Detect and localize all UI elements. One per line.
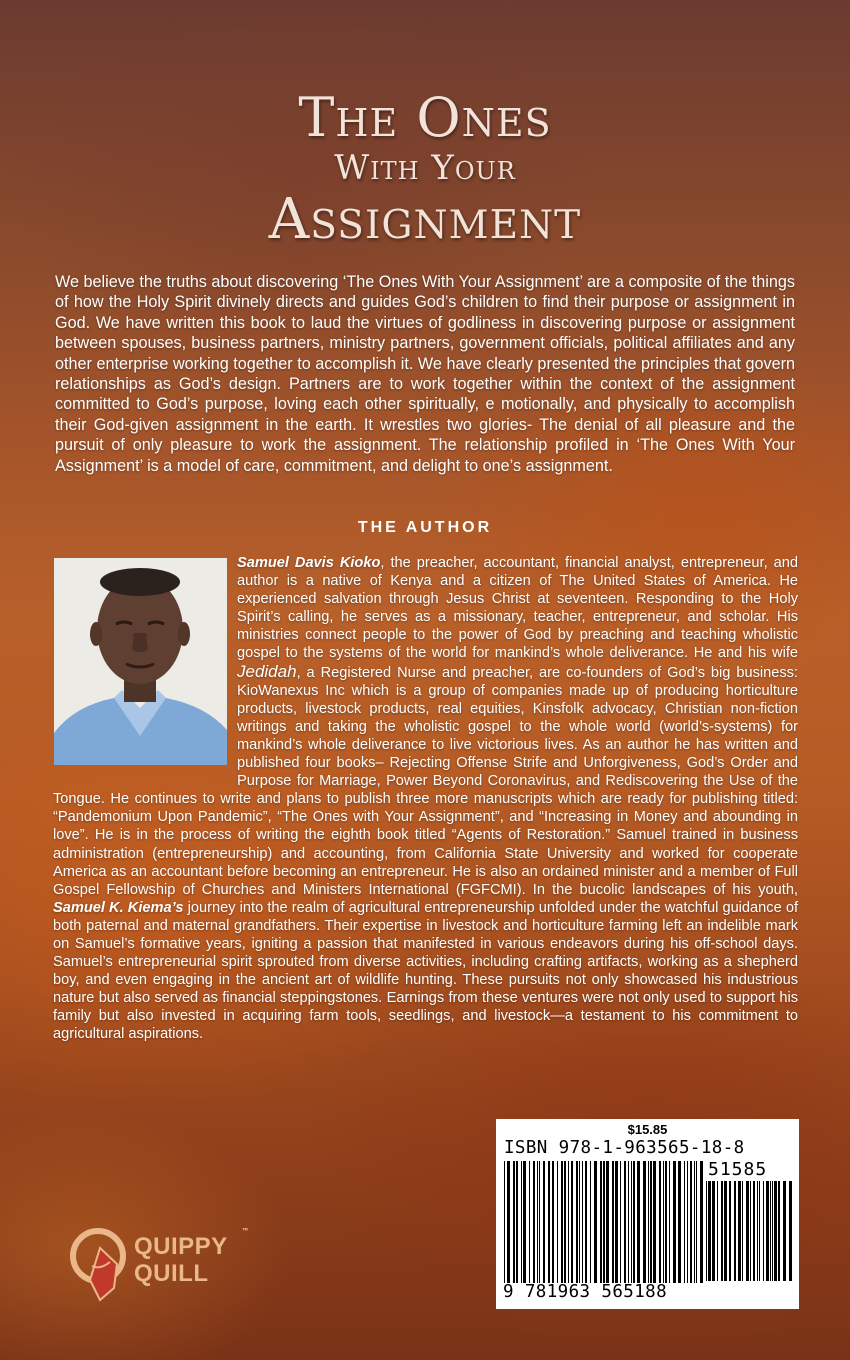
title-line-3: Assignment — [268, 187, 582, 252]
barcode-box — [496, 1119, 799, 1309]
ean-barcode — [504, 1161, 704, 1283]
wife-name: Jedidah — [237, 661, 297, 681]
book-title — [0, 88, 850, 252]
author-heading: THE AUTHOR — [357, 519, 493, 536]
publisher-line-1: QUIPPY — [134, 1233, 228, 1260]
addon-barcode — [706, 1181, 794, 1281]
author-name-2: Samuel K. Kiema’s — [53, 899, 184, 916]
author-bio — [53, 554, 798, 1044]
bio-part-3: journey into the realm of agricultural entrepreneurship unfolded under the watchful guidance of both paternal and maternal grandfathers. Their expertise in livestock and horticulture farming left an indelible mark on Samuel’s formative years, igniting a passion that manifested in various endeavors during his off-school days. Samuel’s entrepreneurial spirit sprouted from diverse activities, including crafting artifacts, working as a shepherd boy, and even engaging in the ancient art of wildlife hunting. These pursuits not only showcased his industrious nature but also served as financial steppingstones. Earnings from these ventures were not only used to support his family but also invested in acquiring farm tools, seedlings, and livestock—a testament to his commitment to agricultural aspirations. — [53, 899, 799, 1043]
price: $15.85 — [627, 1122, 668, 1137]
isbn-text: ISBN 978-1-963565-18-8 — [504, 1138, 745, 1158]
addon-digits: 51585 — [708, 1159, 768, 1180]
publisher-name — [134, 1233, 228, 1287]
author-name: Samuel Davis Kioko — [237, 555, 381, 571]
publisher-logo — [70, 1226, 250, 1304]
intro-paragraph: We believe the truths about discovering ‘The Ones With Your Assignment’ are a composite of the things of how the Holy Spirit divinely directs and guides God’s children to find their purpose or assignment in God. We have written this book to laud the virtues of godliness in discovering purpose or assignment between spouses, business partners, ministry partners, government officials, political affiliates and any other enterprise working together to accomplish it. We have clearly presented the principles that govern relationships as God’s design. Partners are to work together within the context of the assignment committed to God’s purpose, loving each other spiritually, e motionally, and physically to accomplish their God-given assignment in the earth. It wrestles two glories- The denial of all pleasure and the pursuit of only pleasure to work the assignment. The relationship profiled in ‘The Ones With Your Assignment’ is a model of care, commitment, and delight to one’s assignment. — [55, 273, 795, 475]
ean-digits: 9 781963 565188 — [503, 1282, 668, 1302]
bio-part-2: , a Registered Nurse and preacher, are co-founders of God’s big business: KioWanexus Inc which is a group of companies made up of producing horticulture products, livestock products, real equities, Kinsfolk advocacy, Christian non-fiction writings and taking the wholistic gospel to the whole world (world’s-systems) for mankind’s whole deliverance to live victorious lives. As an author he has written and published four books– Rejecting Offense Strife and Unforgiveness, God’s Order and Purpose for Marriage, Power Beyond Coronavirus, and Rediscovering the Use of the Tongue. He continues to write and plans to publish three more manuscripts which are ready for publishing titled: “Pandemonium Upon Pandemic”, “The Ones with Your Assignment”, and “Increasing in Money and abounding in love”. He is in the process of writing the eighth book titled “Agents of Restoration.” Samuel trained in business administration (entrepreneurship) and accounting, from California State University and worked for cooperate America as an accountant before becoming an entrepreneur. He is also an ordained minister and a member of Full Gospel Fellowship of Churches and Ministers International (FGFCMI). In the bucolic landscapes of his youth, — [53, 664, 798, 898]
quill-icon — [70, 1226, 132, 1304]
title-line-1: The Ones — [298, 86, 552, 149]
title-line-2: With Your — [334, 148, 516, 188]
publisher-line-2: QUILL — [134, 1260, 209, 1287]
bio-part-1: , the preacher, accountant, financial analyst, entrepreneur, and author is a native of Kenya and a citizen of The United States of America. He experienced salvation through Jesus Christ at seventeen. Responding to the Holy Spirit’s calling, he serves as a missionary, teacher, entrepreneur, and scholar. His ministries connect people to the power of God by preaching and teaching wholistic gospel to the systems of the world for mankind’s whole deliverance. He and his wife — [237, 555, 798, 662]
trademark: ™ — [242, 1228, 248, 1234]
